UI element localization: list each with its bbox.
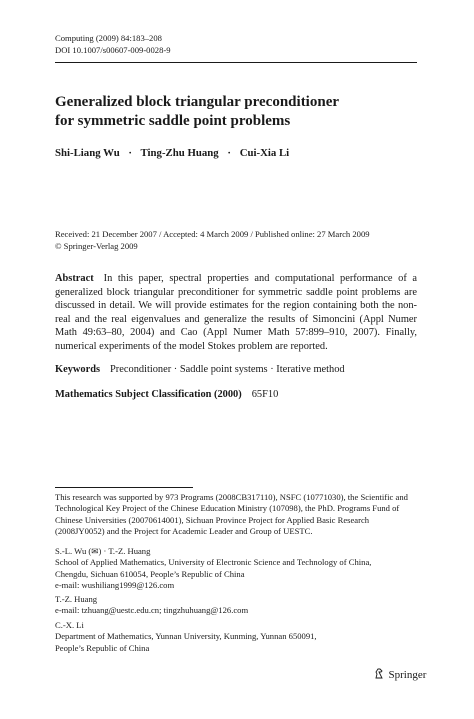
footnote-rule: [55, 487, 193, 488]
address-name: S.-L. Wu (✉) · T.-Z. Huang: [55, 546, 151, 556]
history-line: Received: 21 December 2007 / Accepted: 4 March 2009 / Published online: 27 March 2009: [55, 229, 370, 239]
author-list: [55, 147, 289, 159]
msc-code: 65F10: [251, 389, 279, 400]
keywords-heading: Keywords: [55, 364, 101, 375]
address-block: [55, 594, 435, 617]
paper-title: [55, 93, 417, 131]
address-block: [55, 620, 435, 654]
author-name: Shi-Liang Wu: [55, 147, 120, 159]
email-line: e-mail: wushiliang1999@126.com: [55, 580, 175, 591]
funding-footnote: This research was supported by 973 Programs (2008CB317110), NSFC (10771030), the Scientific and Technological Key Project of the Chinese Education Ministry (107098), the PhD. Programs Fund of Chinese Universities (20070614001), Sichuan Province Project for Applied Basic Research (2008JY0052) and the Project for Academic Leader and Group of UESTC.: [55, 492, 408, 537]
header-rule: [55, 62, 417, 63]
keywords-text: Preconditioner · Saddle point systems · Iterative method: [110, 364, 345, 375]
address-name: C.-X. Li: [55, 620, 84, 630]
abstract-text: In this paper, spectral properties and computational performance of a generalized block triangular preconditioner for symmetric saddle point problems are discussed in detail. We will provide estimates for the region containing both the non-real and the real eigenvalues and generalize the results of Simoncini (Appl Numer Math 49:63–80, 2004) and Cao (Appl Numer Math 57:899–910, 2007). Finally, numerical experiments of the model Stokes problem are reported.: [55, 273, 417, 352]
address-block: [55, 546, 435, 592]
address-line: School of Applied Mathematics, University of Electronic Science and Technology of China,: [55, 557, 372, 568]
author-name: Ting-Zhu Huang: [140, 147, 219, 159]
title-line-2: for symmetric saddle point problems: [55, 113, 291, 129]
abstract-heading: Abstract: [55, 273, 94, 284]
email-line: e-mail: tzhuang@uestc.edu.cn; tingzhuhuang@126.com: [55, 605, 249, 616]
springer-horse-icon: [374, 670, 387, 681]
address-line: Chengdu, Sichuan 610054, People’s Republic of China: [55, 568, 245, 579]
keywords: [55, 364, 417, 375]
author-name: Cui-Xia Li: [239, 147, 290, 159]
address-name: T.-Z. Huang: [55, 594, 98, 604]
abstract: [55, 272, 417, 354]
author-separator: ·: [227, 147, 231, 159]
journal-info: [55, 33, 171, 56]
msc-heading: Mathematics Subject Classification (2000): [55, 389, 242, 400]
doi: DOI 10.1007/s00607-009-0028-9: [55, 44, 171, 55]
author-separator: ·: [128, 147, 133, 159]
address-line: Department of Mathematics, Yunnan University, Kunming, Yunnan 650091,: [55, 631, 317, 642]
journal-citation: Computing (2009) 84:183–208: [55, 33, 162, 43]
address-line: People’s Republic of China: [55, 642, 150, 653]
publication-dates: [55, 229, 417, 252]
msc-classification: [55, 389, 417, 400]
title-line-1: Generalized block triangular preconditioner: [55, 94, 340, 110]
publisher-logo: [374, 668, 426, 681]
copyright-line: © Springer-Verlag 2009: [55, 240, 138, 251]
publisher-name: Springer: [388, 669, 427, 681]
